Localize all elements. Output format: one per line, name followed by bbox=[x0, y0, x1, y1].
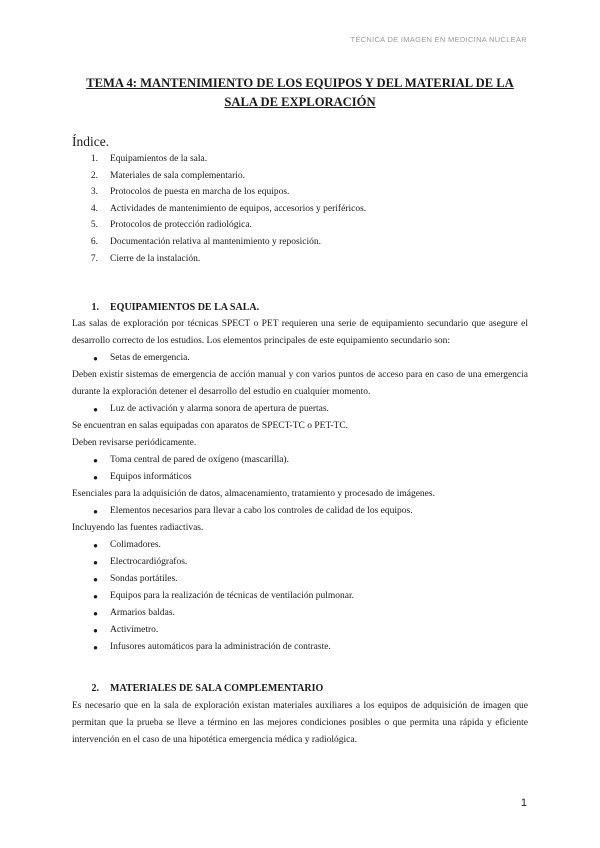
list-item: ● Luz de activación y alarma sonora de apertura de puertas. bbox=[72, 401, 528, 418]
section-1-intro: Las salas de exploración por técnicas SPECT o PET requieren una serie de equipamiento secundario que asegure el desarrollo correcto de los estudios. Los elementos principales de este equipamiento secundario son: bbox=[72, 319, 528, 346]
bullet-icon: ● bbox=[93, 541, 98, 550]
toc-item: 7. Cierre de la instalación. bbox=[90, 253, 201, 264]
page-number: 1 bbox=[520, 797, 527, 809]
section-1-body bbox=[72, 316, 528, 656]
paragraph: Es necesario que en la sala de exploración existan materiales auxiliares a los equipos de adquisición de imagen que permitan que la prueba se lleve a término en las mejores condiciones posibles o que permita una rápida y eficiente intervención en el caso de una hipotética emergencia médica y radiológica. bbox=[72, 701, 528, 745]
bullet-icon: ● bbox=[93, 507, 98, 516]
list-item: ● Electrocardiógrafos. bbox=[72, 554, 528, 571]
toc-item: 4. Actividades de mantenimiento de equipos, accesorios y periféricos. bbox=[90, 203, 367, 214]
paragraph: Esenciales para la adquisición de datos, almacenamiento, tratamiento y procesado de imágenes. bbox=[72, 489, 435, 499]
bullet-icon: ● bbox=[93, 592, 98, 601]
section-1-heading: 1. EQUIPAMIENTOS DE LA SALA. bbox=[91, 302, 260, 313]
bullet-icon: ● bbox=[93, 626, 98, 635]
list-item: ● Equipos informáticos bbox=[72, 469, 528, 486]
list-item: ● Elementos necesarios para llevar a cabo los controles de calidad de los equipos. bbox=[72, 503, 528, 520]
toc-item: 5. Protocolos de protección radiológica. bbox=[90, 220, 252, 231]
list-item: ● Infusores automáticos para la administración de contraste. bbox=[72, 639, 528, 656]
bullet-icon: ● bbox=[93, 558, 98, 567]
toc-item: 2. Materiales de sala complementario. bbox=[90, 170, 246, 181]
list-item: ● Equipos para la realización de técnicas de ventilación pulmonar. bbox=[72, 588, 528, 605]
section-2-body bbox=[72, 698, 528, 749]
list-item: ● Activímetro. bbox=[72, 622, 528, 639]
bullet-icon: ● bbox=[93, 575, 98, 584]
page-title bbox=[72, 74, 528, 112]
list-item: ● Toma central de pared de oxígeno (mascarilla). bbox=[72, 452, 528, 469]
bullet-icon: ● bbox=[93, 473, 98, 482]
paragraph: Incluyendo las fuentes radiactivas. bbox=[72, 523, 204, 533]
list-item: ● Colimadores. bbox=[72, 537, 528, 554]
list-item: ● Armarios baldas. bbox=[72, 605, 528, 622]
table-of-contents bbox=[72, 151, 366, 267]
bullet-icon: ● bbox=[93, 609, 98, 618]
bullet-icon: ● bbox=[93, 643, 98, 652]
toc-item: 1. Equipamientos de la sala. bbox=[90, 154, 208, 164]
toc-item: 3. Protocolos de puesta en marcha de los equipos. bbox=[90, 187, 290, 198]
index-heading: Índice. bbox=[72, 134, 110, 149]
page-title-line-2: SALA DE EXPLORACIÓN bbox=[224, 95, 376, 109]
bullet-icon: ● bbox=[93, 456, 98, 465]
page-title-line-1: TEMA 4: MANTENIMIENTO DE LOS EQUIPOS Y DEL MATERIAL DE LA bbox=[86, 76, 514, 90]
bullet-icon: ● bbox=[93, 405, 98, 414]
list-item: ● Sondas portátiles. bbox=[72, 571, 528, 588]
paragraph: Se encuentran en salas equipadas con aparatos de SPECT-TC o PET-TC. bbox=[72, 421, 349, 431]
paragraph: Deben revisarse periódicamente. bbox=[72, 438, 197, 448]
toc-item: 6. Documentación relativa al mantenimiento y reposición. bbox=[90, 236, 322, 247]
paragraph: Deben existir sistemas de emergencia de acción manual y con varios puntos de acceso para en caso de una emergencia durante la exploración detener el desarrollo del estudio en cualquier momento. bbox=[72, 370, 528, 397]
running-header: TÉCNICA DE IMAGEN EN MEDICINA NUCLEAR bbox=[350, 35, 527, 44]
list-item: ● Setas de emergencia. bbox=[72, 350, 528, 367]
section-2-heading: 2. MATERIALES DE SALA COMPLEMENTARIO bbox=[91, 683, 324, 694]
bullet-icon: ● bbox=[93, 354, 98, 363]
